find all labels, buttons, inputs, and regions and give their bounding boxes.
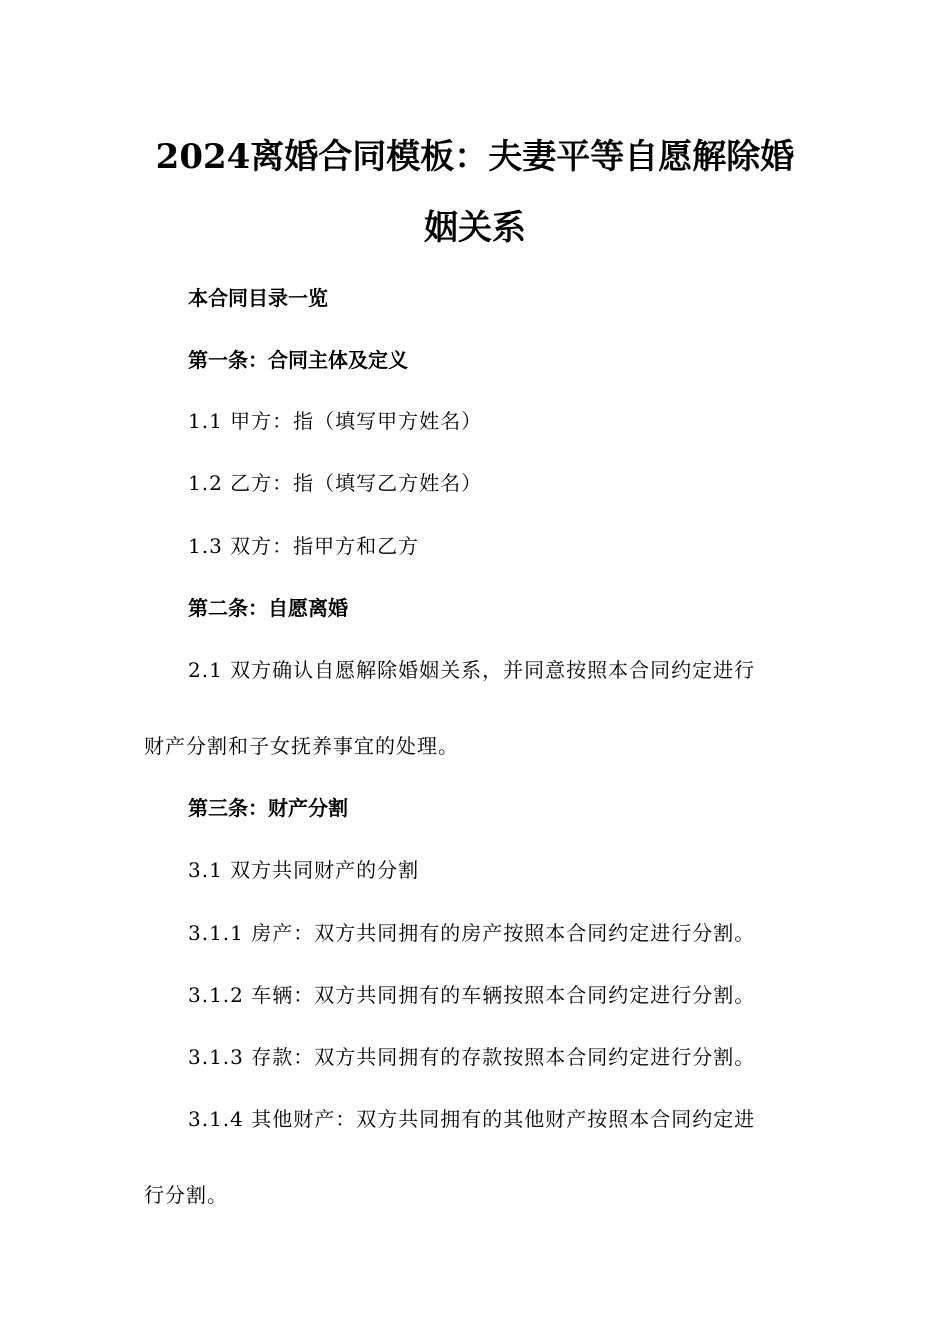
document-title-line-1: 2024离婚合同模板：夫妻平等自愿解除婚 bbox=[155, 137, 795, 177]
article-2-item-2-1-line-2: 财产分割和子女抚养事宜的处理。 bbox=[144, 734, 459, 758]
article-3-item-3-1-3: 3.1.3 存款：双方共同拥有的存款按照本合同约定进行分割。 bbox=[188, 1045, 756, 1069]
article-1-heading: 第一条：合同主体及定义 bbox=[188, 348, 408, 372]
article-3-item-3-1-1: 3.1.1 房产：双方共同拥有的房产按照本合同约定进行分割。 bbox=[188, 921, 756, 945]
article-1-item-1-2: 1.2 乙方：指（填写乙方姓名） bbox=[188, 471, 483, 495]
article-3-item-3-1: 3.1 双方共同财产的分割 bbox=[188, 858, 420, 882]
article-2-item-2-1-line-1: 2.1 双方确认自愿解除婚姻关系，并同意按照本合同约定进行 bbox=[188, 658, 756, 682]
article-1-item-1-1: 1.1 甲方：指（填写甲方姓名） bbox=[188, 409, 483, 433]
document-title-line-2: 姻关系 bbox=[424, 208, 526, 248]
article-3-heading: 第三条：财产分割 bbox=[188, 796, 348, 820]
article-2-heading: 第二条：自愿离婚 bbox=[188, 596, 348, 620]
article-1-item-1-3: 1.3 双方：指甲方和乙方 bbox=[188, 534, 420, 558]
toc-heading: 本合同目录一览 bbox=[188, 286, 328, 310]
article-3-item-3-1-4-line-2: 行分割。 bbox=[144, 1183, 228, 1207]
article-3-item-3-1-2: 3.1.2 车辆：双方共同拥有的车辆按照本合同约定进行分割。 bbox=[188, 983, 756, 1007]
article-3-item-3-1-4-line-1: 3.1.4 其他财产：双方共同拥有的其他财产按照本合同约定进 bbox=[188, 1107, 756, 1131]
